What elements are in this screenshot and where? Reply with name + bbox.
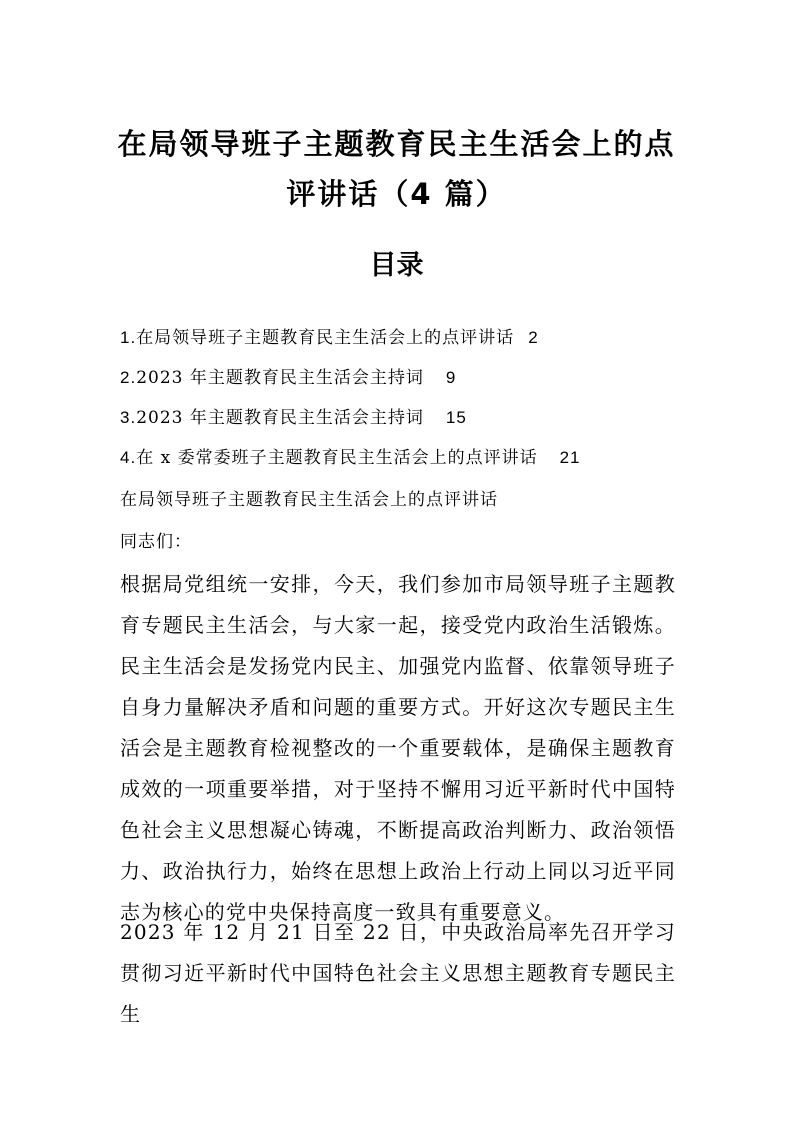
toc-item[interactable] bbox=[120, 318, 680, 358]
toc-item-page: 2 bbox=[528, 328, 539, 347]
toc-item-label: 2023 年主题教育民主生活会主持词 bbox=[136, 408, 424, 428]
body-paragraph: 根据局党组统一安排，今天，我们参加市局领导班子主题教育专题民主生活会，与大家一起，接受党内政治生活锻炼。民主生活会是发扬党内民主、加强党内监督、依靠领导班子自身力量解决矛盾和问题的重要方式。开好这次专题民主生活会是主题教育检视整改的一个重要载体，是确保主题教育成效的一项重要举措，对于坚持不懈用习近平新时代中国特色社会主义思想凝心铸魂，不断提高政治判断力、政治领悟力、政治执行力，始终在思想上政治上行动上同以习近平同志为核心的党中央保持高度一致具有重要意义。 bbox=[120, 572, 676, 924]
document-title-line-2: 评讲话（4 篇） bbox=[286, 177, 507, 211]
toc-item-number: 4. bbox=[120, 448, 137, 467]
toc-item-label: 在 x 委常委班子主题教育民主生活会上的点评讲话 bbox=[136, 448, 538, 468]
toc-item-label: 在局领导班子主题教育民主生活会上的点评讲话 bbox=[136, 328, 515, 348]
toc-heading: 目录 bbox=[369, 250, 424, 281]
toc-item[interactable] bbox=[120, 398, 680, 438]
toc-item[interactable] bbox=[120, 438, 680, 478]
toc-item-label: 2023 年主题教育民主生活会主持词 bbox=[136, 368, 424, 388]
toc-item-page: 9 bbox=[445, 368, 457, 387]
table-of-contents bbox=[120, 318, 680, 478]
toc-item[interactable] bbox=[120, 358, 680, 398]
toc-item-number: 3. bbox=[120, 408, 137, 427]
document-title-line-1: 在局领导班子主题教育民主生活会上的点 bbox=[117, 127, 676, 161]
salutation: 同志们： bbox=[120, 532, 192, 552]
toc-item-page: 21 bbox=[559, 448, 581, 467]
toc-item-page: 15 bbox=[445, 408, 467, 427]
section-title: 在局领导班子主题教育民主生活会上的点评讲话 bbox=[120, 490, 498, 510]
toc-item-number: 2. bbox=[120, 368, 137, 387]
body-paragraph: 2023 年 12 月 21 日至 22 日，中央政治局率先召开学习贯彻习近平新时代中国特色社会主义思想主题教育专题民主生 bbox=[120, 920, 676, 1026]
toc-item-number: 1. bbox=[120, 328, 137, 347]
